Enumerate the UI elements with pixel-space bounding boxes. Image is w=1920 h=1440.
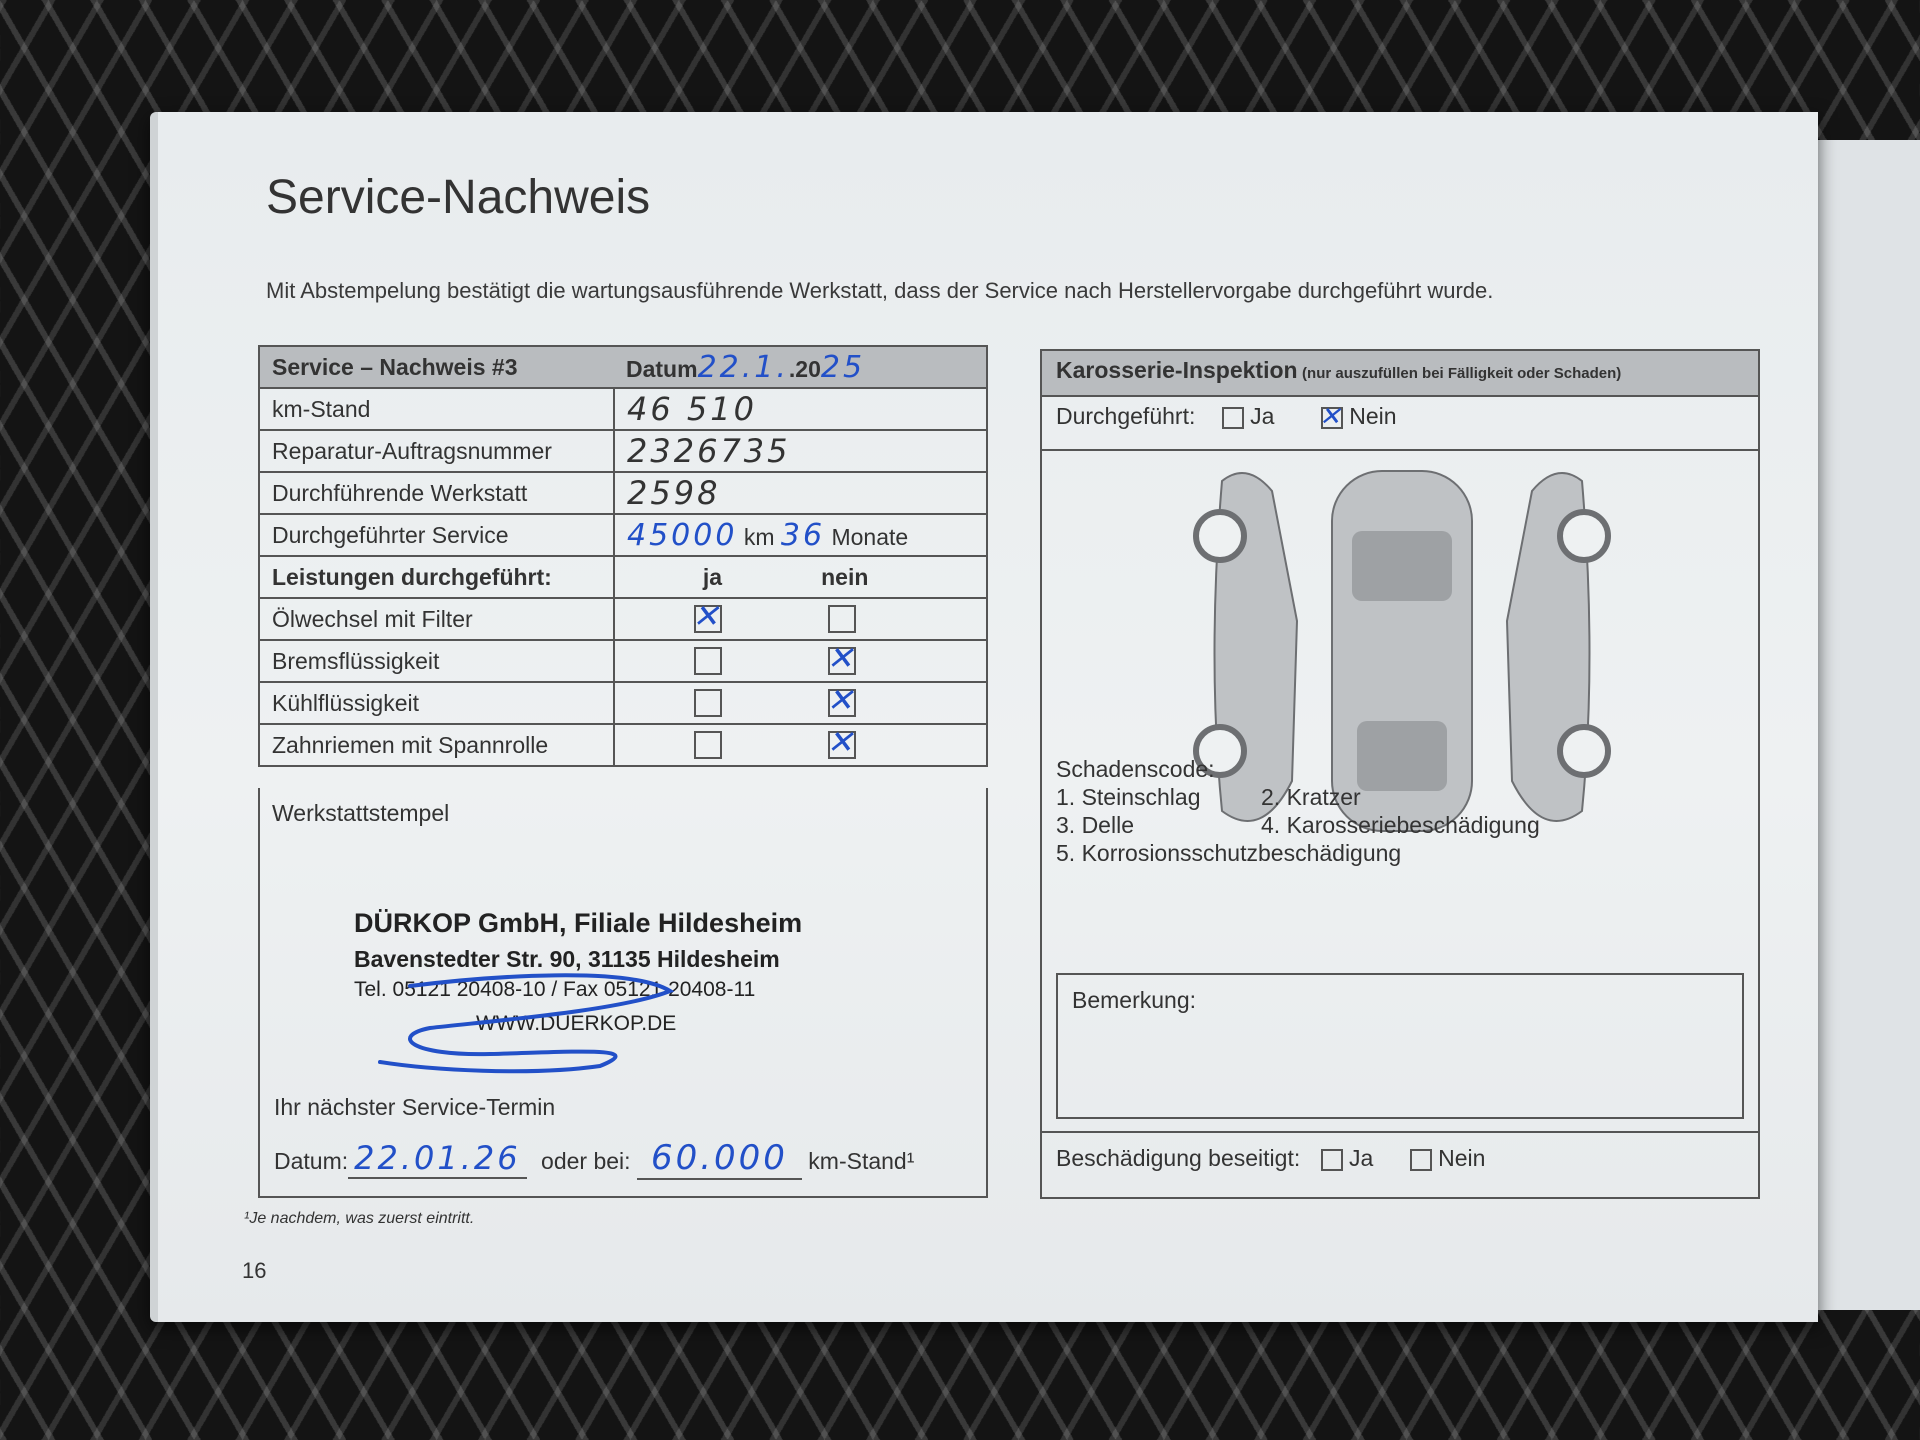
oelwechsel-ja-checkbox[interactable]: [692, 598, 722, 635]
service-table-header: [259, 346, 987, 388]
check-mark: ✕: [826, 640, 854, 677]
table-row: [259, 598, 987, 640]
service-datum-label: Datum: [626, 355, 698, 382]
nein-column-label: nein: [821, 563, 869, 590]
durchgefuehrt-ja-checkbox[interactable]: [1222, 407, 1244, 429]
check-mark: ✕: [826, 724, 854, 761]
next-oder-label: oder bei:: [541, 1148, 631, 1174]
beseitigt-row: [1056, 1145, 1485, 1172]
bremsfluessigkeit-ja-checkbox[interactable]: [694, 647, 722, 675]
karosserie-title: Karosserie-Inspektion: [1056, 357, 1298, 383]
table-row: [259, 430, 987, 472]
schadenscode-item: 2. Kratzer: [1261, 784, 1361, 810]
service-interval-cell: [614, 514, 987, 556]
schadenscode-item: 5. Korrosionsschutzbeschädigung: [1056, 840, 1402, 866]
checkbox-cell: [614, 640, 987, 682]
bremsfluessigkeit-nein-checkbox[interactable]: [826, 640, 856, 677]
auftragsnummer-value: 2326735: [614, 430, 987, 472]
next-datum-value: 22.01.26: [348, 1139, 527, 1179]
divider: [1042, 1131, 1758, 1133]
zahnriemen-ja-checkbox[interactable]: [694, 731, 722, 759]
next-datum-label: Datum:: [274, 1148, 349, 1174]
beseitigt-ja-checkbox[interactable]: [1321, 1149, 1343, 1171]
zahnriemen-nein-checkbox[interactable]: [826, 724, 856, 761]
ja-column-label: ja: [702, 563, 722, 590]
check-mark: ✕: [826, 682, 854, 719]
bemerkung-box[interactable]: [1056, 973, 1744, 1119]
next-service-label: Ihr nächster Service-Termin: [274, 1094, 556, 1120]
table-row: [259, 640, 987, 682]
bemerkung-label: Bemerkung:: [1072, 987, 1197, 1013]
checkbox-cell: [614, 598, 987, 640]
page-title: Service-Nachweis: [266, 171, 651, 224]
table-row: [259, 682, 987, 724]
service-datum-year: 25: [820, 349, 866, 385]
leistungen-header-row: [259, 556, 987, 598]
service-datum-year-prefix: .20: [788, 355, 821, 382]
row-label: Ölwechsel mit Filter: [259, 598, 614, 640]
beseitigt-nein-label: Nein: [1438, 1145, 1486, 1171]
karosserie-header: [1042, 351, 1758, 397]
karosserie-subtitle: (nur auszufüllen bei Fälligkeit oder Schaden): [1302, 365, 1622, 382]
beseitigt-label: Beschädigung beseitigt:: [1056, 1145, 1301, 1171]
intro-text: Mit Abstempelung bestätigt die wartungsausführende Werkstatt, dass der Service nach Herstellervorgabe durchgeführt wurde.: [266, 278, 1494, 303]
table-row: [259, 472, 987, 514]
service-datum-day-month: 22.1.: [697, 349, 789, 385]
durchgefuehrt-label: Durchgeführt:: [1056, 403, 1196, 429]
service-months-label: Monate: [831, 523, 909, 550]
row-label: Durchführende Werkstatt: [259, 472, 614, 514]
stamp-website: WWW.DUERKOP.DE: [476, 1012, 677, 1035]
row-label: Durchgeführter Service: [259, 514, 614, 556]
stamp-company: DÜRKOP GmbH, Filiale Hildesheim: [354, 908, 803, 938]
stamp-address: Bavenstedter Str. 90, 31135 Hildesheim: [354, 946, 780, 972]
footnote: ¹Je nachdem, was zuerst eintritt.: [244, 1210, 475, 1227]
check-mark: ✕: [692, 598, 719, 635]
next-km-label: km-Stand¹: [808, 1148, 915, 1174]
table-row: [259, 724, 987, 766]
service-datum-cell: [614, 346, 987, 388]
service-header-label: Service – Nachweis #3: [259, 346, 614, 388]
werkstattstempel-box: [258, 788, 988, 1198]
schadenscode-item: 3. Delle: [1056, 812, 1134, 838]
karosserie-box: [1040, 349, 1760, 1199]
next-service-line: [274, 1138, 914, 1178]
leistungen-ja-nein: [614, 556, 987, 598]
schadenscode-label: Schadenscode:: [1056, 756, 1215, 782]
beseitigt-nein-checkbox[interactable]: [1410, 1149, 1432, 1171]
table-row: [259, 514, 987, 556]
service-table: [258, 345, 988, 767]
stamp-phone-fax: Tel. 05121 20408-10 / Fax 05121 20408-11: [354, 978, 756, 1001]
km-stand-value: 46 510: [614, 388, 987, 430]
handwritten-signature: [370, 966, 700, 1076]
kuehlfluessigkeit-nein-checkbox[interactable]: [826, 682, 856, 719]
table-row: [259, 388, 987, 430]
werkstattstempel-label: Werkstattstempel: [272, 800, 450, 826]
schadenscode-block: [1056, 755, 1540, 867]
checkbox-cell: [614, 724, 987, 766]
service-months-value: 36: [780, 517, 826, 553]
durchgefuehrt-ja-label: Ja: [1250, 403, 1275, 429]
schadenscode-item: 1. Steinschlag: [1056, 784, 1201, 810]
row-label: Zahnriemen mit Spannrolle: [259, 724, 614, 766]
page-number: 16: [242, 1258, 267, 1283]
service-km-value: 45000: [627, 517, 738, 553]
oelwechsel-nein-checkbox[interactable]: [828, 605, 856, 633]
check-mark: ✕: [1318, 400, 1341, 431]
row-label: km-Stand: [259, 388, 614, 430]
checkbox-cell: [614, 682, 987, 724]
werkstatt-value: 2598: [614, 472, 987, 514]
row-label: Kühlflüssigkeit: [259, 682, 614, 724]
durchgefuehrt-row: [1042, 397, 1758, 451]
row-label: Reparatur-Auftragsnummer: [259, 430, 614, 472]
booklet-page: [150, 112, 1818, 1322]
beseitigt-ja-label: Ja: [1349, 1145, 1374, 1171]
schadenscode-item: 4. Karosseriebeschädigung: [1261, 812, 1540, 838]
service-km-label: km: [743, 523, 775, 550]
row-label: Bremsflüssigkeit: [259, 640, 614, 682]
next-km-value: 60.000: [637, 1138, 802, 1180]
leistungen-label: Leistungen durchgeführt:: [259, 556, 614, 598]
durchgefuehrt-nein-checkbox[interactable]: [1318, 400, 1343, 431]
kuehlfluessigkeit-ja-checkbox[interactable]: [694, 689, 722, 717]
durchgefuehrt-nein-label: Nein: [1349, 403, 1397, 429]
